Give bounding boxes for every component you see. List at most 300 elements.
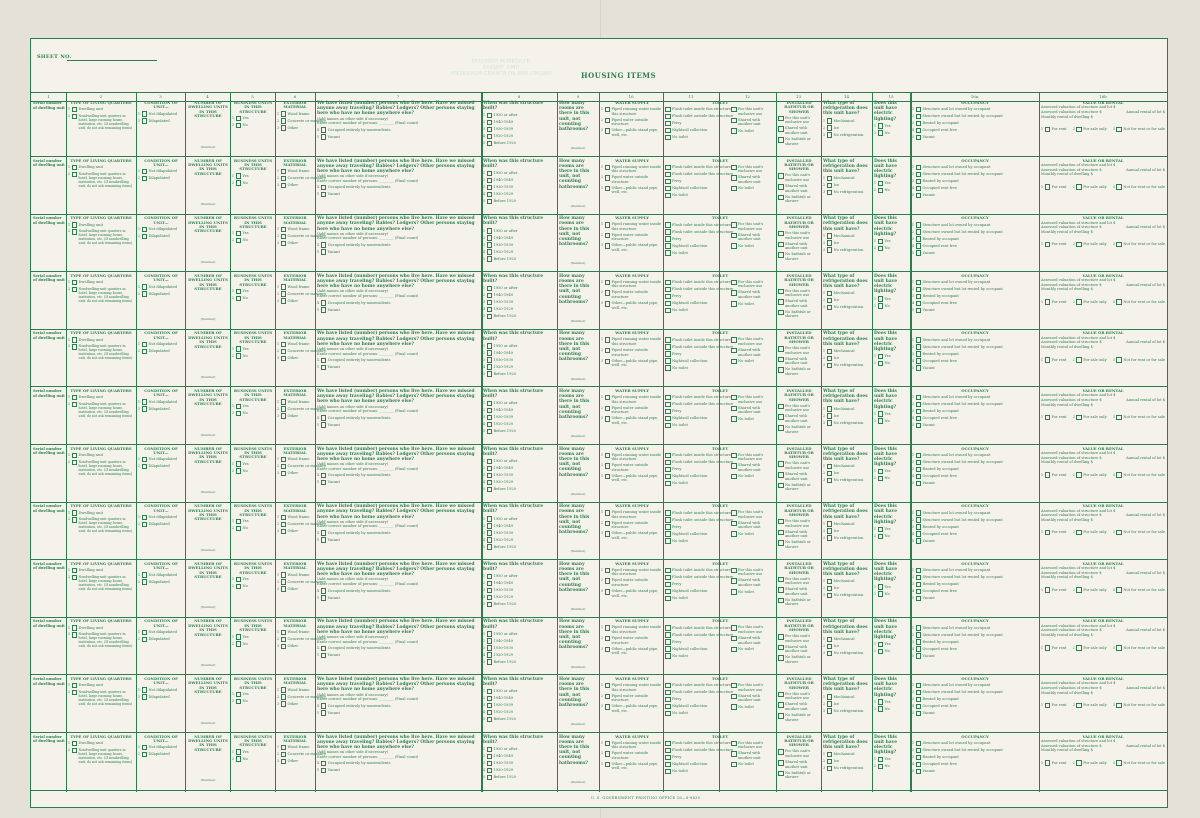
checkbox[interactable]	[321, 595, 327, 601]
checkbox[interactable]	[487, 429, 493, 435]
checkbox[interactable]	[827, 708, 833, 714]
checkbox[interactable]	[916, 229, 922, 235]
checkbox[interactable]	[665, 711, 671, 717]
checkbox[interactable]	[916, 294, 922, 300]
checkbox[interactable]	[1076, 587, 1082, 593]
checkbox[interactable]	[487, 171, 493, 177]
checkbox[interactable]	[487, 364, 493, 370]
checkbox[interactable]	[1116, 184, 1122, 190]
checkbox[interactable]	[827, 125, 833, 131]
checkbox[interactable]	[281, 118, 287, 124]
sheet-number-field[interactable]	[67, 60, 157, 61]
checkbox[interactable]	[916, 653, 922, 659]
checkbox[interactable]	[878, 649, 884, 655]
checkbox[interactable]	[827, 593, 833, 599]
checkbox[interactable]	[665, 351, 671, 357]
checkbox[interactable]	[665, 653, 671, 659]
checkbox[interactable]	[827, 759, 833, 765]
checkbox[interactable]	[281, 701, 287, 707]
checkbox[interactable]	[236, 173, 242, 179]
checkbox[interactable]	[878, 527, 884, 533]
checkbox[interactable]	[236, 353, 242, 359]
checkbox[interactable]	[778, 425, 784, 431]
checkbox[interactable]	[142, 342, 148, 348]
checkbox[interactable]	[778, 310, 784, 316]
checkbox[interactable]	[487, 523, 493, 529]
checkbox[interactable]	[827, 305, 833, 311]
checkbox[interactable]	[605, 280, 611, 286]
checkbox[interactable]	[321, 761, 327, 767]
checkbox[interactable]	[487, 350, 493, 356]
checkbox[interactable]	[665, 755, 671, 761]
checkbox[interactable]	[487, 343, 493, 349]
rooms-cell[interactable]: How many rooms are there in this unit, not counting bathrooms? (Number)	[559, 446, 590, 496]
checkbox[interactable]	[321, 185, 327, 191]
checkbox[interactable]	[281, 111, 287, 117]
checkbox[interactable]	[665, 582, 671, 588]
checkbox[interactable]	[281, 687, 287, 693]
checkbox[interactable]	[665, 589, 671, 595]
checkbox[interactable]	[916, 337, 922, 343]
checkbox[interactable]	[778, 530, 784, 536]
checkbox[interactable]	[827, 464, 833, 470]
checkbox[interactable]	[142, 464, 148, 470]
checkbox[interactable]	[1045, 127, 1051, 133]
checkbox[interactable]	[665, 646, 671, 652]
checkbox[interactable]	[236, 123, 242, 129]
checkbox[interactable]	[827, 176, 833, 182]
checkbox[interactable]	[916, 762, 922, 768]
dwelling-units-count-cell[interactable]: NUMBER OF DWELLING UNITS IN THIS STRUCTURE (Number)	[188, 157, 228, 207]
rooms-cell[interactable]: How many rooms are there in this unit, not counting bathrooms? (Number)	[559, 101, 590, 151]
checkbox[interactable]	[605, 589, 611, 595]
checkbox[interactable]	[665, 690, 671, 696]
checkbox[interactable]	[665, 453, 671, 459]
checkbox[interactable]	[487, 544, 493, 550]
rooms-cell[interactable]: How many rooms are there in this unit, not counting bathrooms? (Number)	[559, 677, 590, 727]
checkbox[interactable]	[878, 181, 884, 187]
checkbox[interactable]	[778, 137, 784, 143]
checkbox[interactable]	[1076, 357, 1082, 363]
checkbox[interactable]	[778, 173, 784, 179]
checkbox[interactable]	[916, 646, 922, 652]
checkbox[interactable]	[778, 702, 784, 708]
checkbox[interactable]	[916, 236, 922, 242]
checkbox[interactable]	[321, 480, 327, 486]
checkbox[interactable]	[1076, 760, 1082, 766]
checkbox[interactable]	[665, 481, 671, 487]
checkbox[interactable]	[827, 766, 833, 772]
checkbox[interactable]	[487, 588, 493, 594]
checkbox[interactable]	[605, 683, 611, 689]
checkbox[interactable]	[605, 406, 611, 412]
checkbox[interactable]	[665, 294, 671, 300]
checkbox[interactable]	[916, 704, 922, 710]
checkbox[interactable]	[487, 357, 493, 363]
checkbox[interactable]	[487, 768, 493, 774]
checkbox[interactable]	[72, 683, 78, 689]
checkbox[interactable]	[827, 132, 833, 138]
checkbox[interactable]	[778, 692, 784, 698]
checkbox[interactable]	[142, 406, 148, 412]
checkbox[interactable]	[1076, 242, 1082, 248]
checkbox[interactable]	[665, 402, 671, 408]
checkbox[interactable]	[916, 769, 922, 775]
checkbox[interactable]	[142, 457, 148, 463]
checkbox[interactable]	[487, 286, 493, 292]
checkbox[interactable]	[778, 577, 784, 583]
checkbox[interactable]	[321, 768, 327, 774]
checkbox[interactable]	[281, 759, 287, 765]
checkbox[interactable]	[827, 118, 833, 124]
checkbox[interactable]	[731, 233, 737, 239]
checkbox[interactable]	[281, 399, 287, 405]
checkbox[interactable]	[731, 463, 737, 469]
checkbox[interactable]	[236, 577, 242, 583]
checkbox[interactable]	[321, 300, 327, 306]
checkbox[interactable]	[916, 186, 922, 192]
checkbox[interactable]	[487, 480, 493, 486]
checkbox[interactable]	[236, 519, 242, 525]
checkbox[interactable]	[1116, 703, 1122, 709]
checkbox[interactable]	[236, 411, 242, 417]
checkbox[interactable]	[487, 249, 493, 255]
checkbox[interactable]	[487, 422, 493, 428]
checkbox[interactable]	[281, 406, 287, 412]
checkbox[interactable]	[731, 348, 737, 354]
checkbox[interactable]	[778, 414, 784, 420]
checkbox[interactable]	[605, 647, 611, 653]
checkbox[interactable]	[665, 222, 671, 228]
checkbox[interactable]	[281, 464, 287, 470]
checkbox[interactable]	[731, 337, 737, 343]
checkbox[interactable]	[878, 642, 884, 648]
dwelling-units-count-cell[interactable]: NUMBER OF DWELLING UNITS IN THIS STRUCTURE (Number)	[188, 100, 228, 149]
checkbox[interactable]	[1045, 299, 1051, 305]
checkbox[interactable]	[281, 515, 287, 521]
checkbox[interactable]	[665, 229, 671, 235]
checkbox[interactable]	[778, 598, 784, 604]
checkbox[interactable]	[487, 631, 493, 637]
checkbox[interactable]	[916, 358, 922, 364]
checkbox[interactable]	[281, 637, 287, 643]
checkbox[interactable]	[321, 588, 327, 594]
checkbox[interactable]	[731, 301, 737, 307]
checkbox[interactable]	[1045, 703, 1051, 709]
checkbox[interactable]	[916, 538, 922, 544]
checkbox[interactable]	[236, 526, 242, 532]
checkbox[interactable]	[916, 582, 922, 588]
checkbox[interactable]	[778, 645, 784, 651]
checkbox[interactable]	[605, 186, 611, 192]
checkbox[interactable]	[1076, 645, 1082, 651]
checkbox[interactable]	[321, 703, 327, 709]
checkbox[interactable]	[236, 468, 242, 474]
checkbox[interactable]	[731, 175, 737, 181]
checkbox[interactable]	[321, 710, 327, 716]
checkbox[interactable]	[916, 114, 922, 120]
checkbox[interactable]	[916, 575, 922, 581]
checkbox[interactable]	[665, 135, 671, 141]
checkbox[interactable]	[72, 402, 78, 408]
checkbox[interactable]	[487, 754, 493, 760]
checkbox[interactable]	[142, 111, 148, 117]
checkbox[interactable]	[665, 596, 671, 602]
checkbox[interactable]	[665, 301, 671, 307]
checkbox[interactable]	[916, 165, 922, 171]
checkbox[interactable]	[827, 528, 833, 534]
checkbox[interactable]	[1076, 299, 1082, 305]
checkbox[interactable]	[665, 467, 671, 473]
checkbox[interactable]	[605, 474, 611, 480]
checkbox[interactable]	[916, 596, 922, 602]
checkbox[interactable]	[281, 471, 287, 477]
checkbox[interactable]	[778, 116, 784, 122]
checkbox[interactable]	[72, 690, 78, 696]
checkbox[interactable]	[916, 135, 922, 141]
checkbox[interactable]	[665, 697, 671, 703]
checkbox[interactable]	[878, 764, 884, 770]
checkbox[interactable]	[827, 694, 833, 700]
checkbox[interactable]	[827, 579, 833, 585]
checkbox[interactable]	[916, 748, 922, 754]
checkbox[interactable]	[916, 755, 922, 761]
checkbox[interactable]	[916, 402, 922, 408]
checkbox[interactable]	[72, 395, 78, 401]
checkbox[interactable]	[731, 290, 737, 296]
rooms-cell[interactable]: How many rooms are there in this unit, not counting bathrooms? (Number)	[559, 504, 590, 554]
checkbox[interactable]	[731, 568, 737, 574]
checkbox[interactable]	[916, 344, 922, 350]
checkbox[interactable]	[778, 472, 784, 478]
checkbox[interactable]	[665, 107, 671, 113]
checkbox[interactable]	[321, 127, 327, 133]
checkbox[interactable]	[731, 751, 737, 757]
checkbox[interactable]	[487, 120, 493, 126]
checkbox[interactable]	[731, 406, 737, 412]
checkbox[interactable]	[665, 510, 671, 516]
checkbox[interactable]	[281, 356, 287, 362]
checkbox[interactable]	[878, 418, 884, 424]
checkbox[interactable]	[236, 346, 242, 352]
checkbox[interactable]	[778, 760, 784, 766]
checkbox[interactable]	[827, 637, 833, 643]
checkbox[interactable]	[487, 185, 493, 191]
checkbox[interactable]	[487, 401, 493, 407]
checkbox[interactable]	[487, 466, 493, 472]
checkbox[interactable]	[605, 118, 611, 124]
checkbox[interactable]	[236, 238, 242, 244]
checkbox[interactable]	[778, 634, 784, 640]
checkbox[interactable]	[731, 521, 737, 527]
checkbox[interactable]	[827, 190, 833, 196]
checkbox[interactable]	[827, 406, 833, 412]
checkbox[interactable]	[321, 192, 327, 198]
checkbox[interactable]	[1076, 472, 1082, 478]
checkbox[interactable]	[487, 710, 493, 716]
checkbox[interactable]	[731, 762, 737, 768]
checkbox[interactable]	[605, 704, 611, 710]
checkbox[interactable]	[665, 683, 671, 689]
checkbox[interactable]	[142, 284, 148, 290]
checkbox[interactable]	[916, 531, 922, 537]
checkbox[interactable]	[827, 247, 833, 253]
checkbox[interactable]	[321, 422, 327, 428]
checkbox[interactable]	[281, 694, 287, 700]
checkbox[interactable]	[1116, 645, 1122, 651]
checkbox[interactable]	[1045, 357, 1051, 363]
checkbox[interactable]	[731, 589, 737, 595]
checkbox[interactable]	[605, 128, 611, 134]
checkbox[interactable]	[731, 625, 737, 631]
checkbox[interactable]	[487, 300, 493, 306]
checkbox[interactable]	[487, 127, 493, 133]
checkbox[interactable]	[916, 107, 922, 113]
checkbox[interactable]	[1045, 184, 1051, 190]
checkbox[interactable]	[827, 478, 833, 484]
checkbox[interactable]	[916, 409, 922, 415]
checkbox[interactable]	[72, 517, 78, 523]
checkbox[interactable]	[142, 637, 148, 643]
checkbox[interactable]	[72, 748, 78, 754]
checkbox[interactable]	[487, 242, 493, 248]
checkbox[interactable]	[778, 231, 784, 237]
checkbox[interactable]	[827, 701, 833, 707]
checkbox[interactable]	[827, 363, 833, 369]
checkbox[interactable]	[236, 231, 242, 237]
checkbox[interactable]	[236, 404, 242, 410]
rooms-cell[interactable]: How many rooms are there in this unit, not counting bathrooms? (Number)	[559, 389, 590, 439]
rooms-cell[interactable]: How many rooms are there in this unit, not counting bathrooms? (Number)	[559, 216, 590, 266]
checkbox[interactable]	[236, 296, 242, 302]
checkbox[interactable]	[1116, 357, 1122, 363]
checkbox[interactable]	[281, 284, 287, 290]
checkbox[interactable]	[827, 420, 833, 426]
checkbox[interactable]	[236, 692, 242, 698]
dwelling-units-count-cell[interactable]: NUMBER OF DWELLING UNITS IN THIS STRUCTURE (Number)	[188, 503, 228, 552]
checkbox[interactable]	[605, 463, 611, 469]
checkbox[interactable]	[236, 749, 242, 755]
checkbox[interactable]	[321, 242, 327, 248]
checkbox[interactable]	[72, 625, 78, 631]
checkbox[interactable]	[281, 572, 287, 578]
checkbox[interactable]	[665, 236, 671, 242]
checkbox[interactable]	[605, 531, 611, 537]
checkbox[interactable]	[605, 395, 611, 401]
checkbox[interactable]	[605, 416, 611, 422]
checkbox[interactable]	[827, 349, 833, 355]
checkbox[interactable]	[916, 481, 922, 487]
checkbox[interactable]	[605, 337, 611, 343]
rooms-cell[interactable]: How many rooms are there in this unit, not counting bathrooms? (Number)	[559, 158, 590, 208]
checkbox[interactable]	[142, 227, 148, 233]
checkbox[interactable]	[1116, 472, 1122, 478]
checkbox[interactable]	[281, 413, 287, 419]
checkbox[interactable]	[605, 751, 611, 757]
checkbox[interactable]	[827, 291, 833, 297]
checkbox[interactable]	[605, 175, 611, 181]
checkbox[interactable]	[916, 741, 922, 747]
checkbox[interactable]	[142, 234, 148, 240]
checkbox[interactable]	[916, 301, 922, 307]
checkbox[interactable]	[321, 415, 327, 421]
checkbox[interactable]	[605, 510, 611, 516]
checkbox[interactable]	[916, 467, 922, 473]
checkbox[interactable]	[281, 234, 287, 240]
checkbox[interactable]	[916, 690, 922, 696]
checkbox[interactable]	[916, 510, 922, 516]
checkbox[interactable]	[916, 683, 922, 689]
checkbox[interactable]	[665, 741, 671, 747]
checkbox[interactable]	[487, 293, 493, 299]
checkbox[interactable]	[827, 651, 833, 657]
checkbox[interactable]	[878, 591, 884, 597]
checkbox[interactable]	[236, 461, 242, 467]
checkbox[interactable]	[731, 280, 737, 286]
checkbox[interactable]	[487, 645, 493, 651]
checkbox[interactable]	[321, 307, 327, 313]
checkbox[interactable]	[281, 169, 287, 175]
checkbox[interactable]	[665, 337, 671, 343]
checkbox[interactable]	[827, 183, 833, 189]
checkbox[interactable]	[665, 748, 671, 754]
checkbox[interactable]	[778, 540, 784, 546]
checkbox[interactable]	[321, 537, 327, 543]
checkbox[interactable]	[321, 653, 327, 659]
checkbox[interactable]	[731, 578, 737, 584]
checkbox[interactable]	[731, 704, 737, 710]
checkbox[interactable]	[321, 134, 327, 140]
checkbox[interactable]	[487, 415, 493, 421]
checkbox[interactable]	[916, 589, 922, 595]
checkbox[interactable]	[1076, 703, 1082, 709]
checkbox[interactable]	[1045, 530, 1051, 536]
checkbox[interactable]	[916, 524, 922, 530]
checkbox[interactable]	[605, 243, 611, 249]
checkbox[interactable]	[72, 229, 78, 235]
checkbox[interactable]	[281, 745, 287, 751]
checkbox[interactable]	[487, 473, 493, 479]
checkbox[interactable]	[916, 416, 922, 422]
checkbox[interactable]	[281, 183, 287, 189]
checkbox[interactable]	[665, 250, 671, 256]
checkbox[interactable]	[665, 165, 671, 171]
dwelling-units-count-cell[interactable]: NUMBER OF DWELLING UNITS IN THIS STRUCTURE (Number)	[188, 330, 228, 380]
rooms-cell[interactable]: How many rooms are there in this unit, not counting bathrooms? (Number)	[559, 561, 590, 612]
checkbox[interactable]	[321, 646, 327, 652]
checkbox[interactable]	[281, 176, 287, 182]
checkbox[interactable]	[878, 476, 884, 482]
checkbox[interactable]	[281, 349, 287, 355]
checkbox[interactable]	[731, 165, 737, 171]
checkbox[interactable]	[665, 423, 671, 429]
checkbox[interactable]	[487, 703, 493, 709]
checkbox[interactable]	[731, 359, 737, 365]
checkbox[interactable]	[72, 510, 78, 516]
checkbox[interactable]	[1045, 645, 1051, 651]
checkbox[interactable]	[731, 222, 737, 228]
checkbox[interactable]	[487, 371, 493, 377]
checkbox[interactable]	[778, 299, 784, 305]
checkbox[interactable]	[487, 314, 493, 320]
checkbox[interactable]	[605, 568, 611, 574]
checkbox[interactable]	[236, 180, 242, 186]
checkbox[interactable]	[916, 711, 922, 717]
checkbox[interactable]	[1116, 127, 1122, 133]
checkbox[interactable]	[605, 762, 611, 768]
checkbox[interactable]	[281, 586, 287, 592]
checkbox[interactable]	[236, 289, 242, 295]
